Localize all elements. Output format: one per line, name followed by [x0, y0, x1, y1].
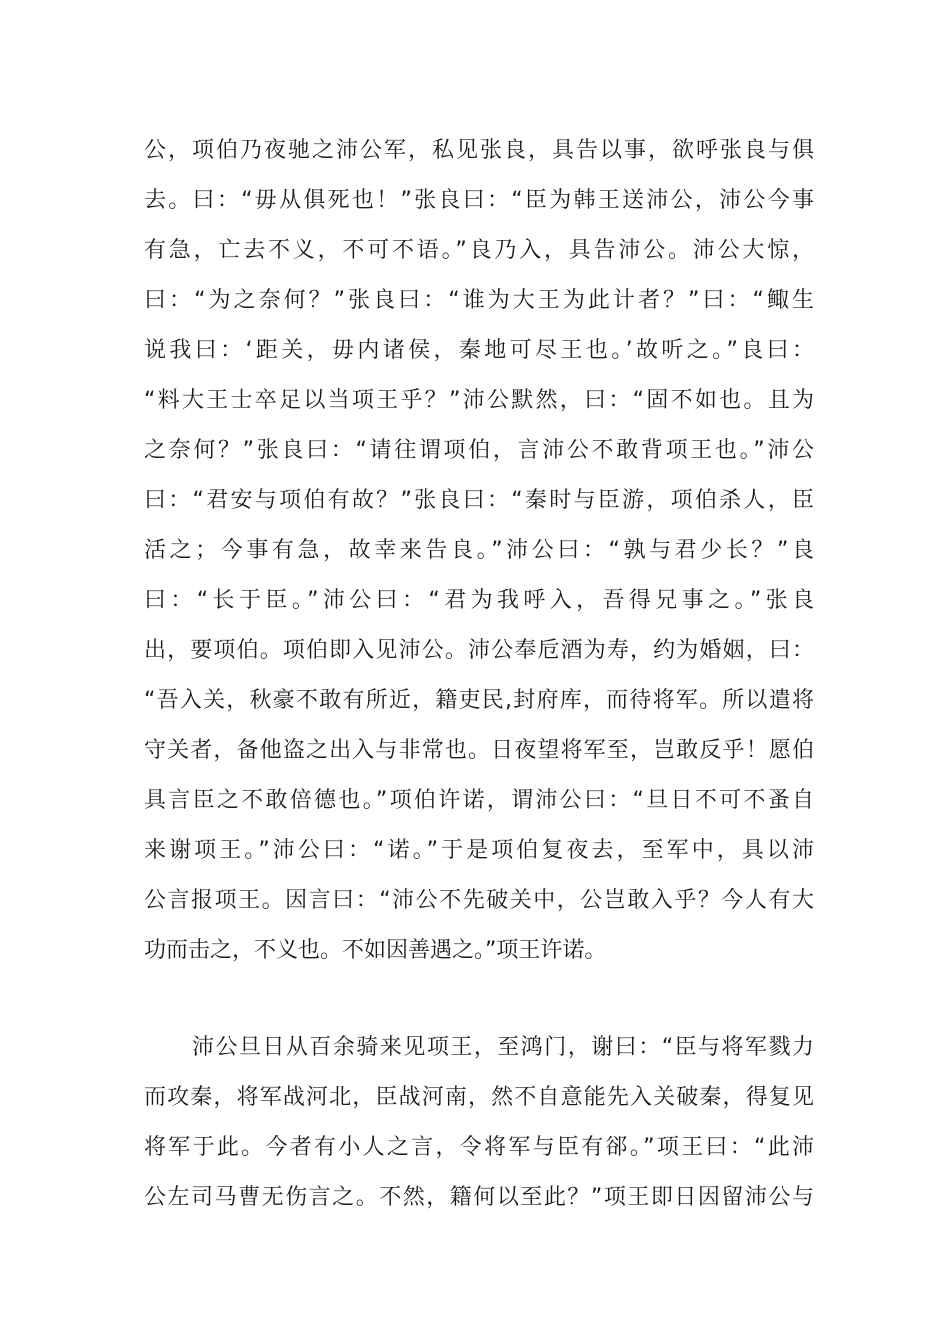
text-line: 曰：“长于臣。”沛公曰：“君为我呼入，吾得兄事之。”张良 — [144, 588, 814, 613]
text-line: 公，项伯乃夜驰之沛公军，私见张良，具告以事，欲呼张良与俱 — [144, 138, 814, 163]
text-line: 具言臣之不敢倍德也。”项伯许诺，谓沛公曰：“旦日不可不蚤自 — [144, 788, 814, 813]
text-line: 守关者，备他盗之出入与非常也。日夜望将军至，岂敢反乎！愿伯 — [144, 738, 814, 763]
paragraph-1 — [144, 126, 814, 976]
text-line: 有急，亡去不义，不可不语。”良乃入，具告沛公。沛公大惊， — [144, 238, 814, 263]
text-line: 之奈何？”张良曰：“请往谓项伯，言沛公不敢背项王也。”沛公 — [144, 438, 814, 463]
text-line: 公左司马曹无伤言之。不然，籍何以至此？”项王即日因留沛公与 — [144, 1185, 814, 1210]
text-line: 将军于此。今者有小人之言，令将军与臣有郤。”项王曰：“此沛 — [144, 1135, 814, 1160]
text-line: “料大王士卒足以当项王乎？”沛公默然，曰：“固不如也。且为 — [144, 388, 814, 413]
text-line: 出，要项伯。项伯即入见沛公。沛公奉卮酒为寿，约为婚姻，曰： — [144, 638, 814, 663]
text-line: 曰：“为之奈何？”张良曰：“谁为大王为此计者？”曰：“鲰生 — [144, 288, 814, 313]
text-line: 来谢项王。”沛公曰：“诺。”于是项伯复夜去，至军中，具以沛 — [144, 838, 814, 863]
text-line: 而攻秦，将军战河北，臣战河南，然不自意能先入关破秦，得复见 — [144, 1085, 814, 1110]
text-line: “吾入关，秋豪不敢有所近，籍吏民,封府库，而待将军。所以遣将 — [144, 688, 814, 713]
text-line: 活之；今事有急，故幸来告良。”沛公曰：“孰与君少长？”良 — [144, 538, 814, 563]
text-line: 说我曰：‘距关，毋内诸侯，秦地可尽王也。’故听之。”良曰： — [144, 338, 814, 363]
text-line: 公言报项王。因言曰：“沛公不先破关中，公岂敢入乎？今人有大 — [144, 888, 814, 913]
paragraph-2 — [144, 1023, 814, 1223]
text-line: 去。曰：“毋从俱死也！”张良曰：“臣为韩王送沛公，沛公今事 — [144, 188, 814, 213]
text-line: 曰：“君安与项伯有故？”张良曰：“秦时与臣游，项伯杀人，臣 — [144, 488, 814, 513]
text-line: 沛公旦日从百余骑来见项王，至鸿门，谢曰：“臣与将军戮力 — [192, 1035, 814, 1060]
text-line: 功而击之，不义也。不如因善遇之。”项王许诺。 — [144, 938, 607, 963]
